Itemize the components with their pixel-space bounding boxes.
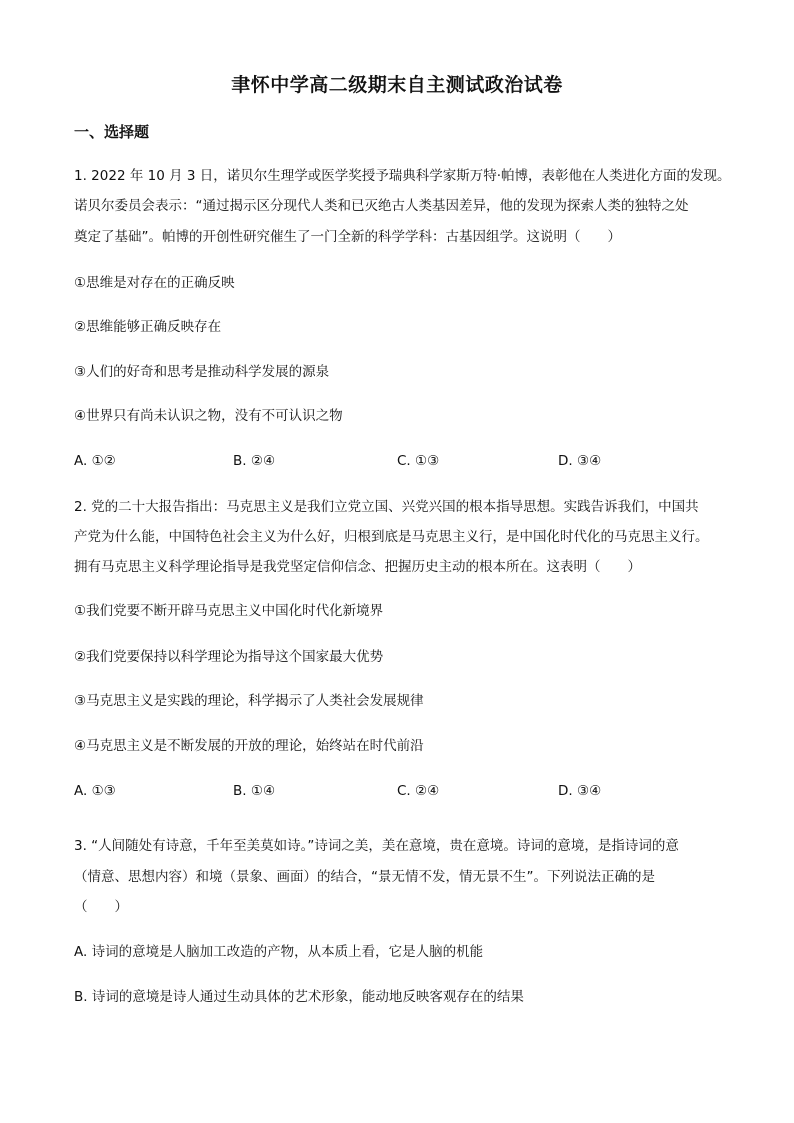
q1-option-d: D. ③④ [558,453,602,469]
q3-stem-line: 3. “人间随处有诗意，千年至美莫如诗。”诗词之美，美在意境，贵在意境。诗词的意境，是指诗词的意 [74,838,679,854]
q1-stem-line: 1. 2022 年 10 月 3 日，诺贝尔生理学或医学奖授予瑞典科学家斯万特·帕博，表彰他在人类进化方面的发现。 [74,168,731,184]
q1-stem-line: 奠定了基础”。帕博的开创性研究催生了一门全新的科学学科：古基因组学。这说明（ ） [74,229,621,245]
q1-statement-4: ④世界只有尚未认识之物，没有不可认识之物 [74,408,343,424]
q2-option-b: B. ①④ [233,783,276,799]
q2-statement-4: ④马克思主义是不断发展的开放的理论，始终站在时代前沿 [74,738,424,754]
q2-option-a: A. ①③ [74,783,116,799]
q3-option-b: B. 诗词的意境是诗人通过生动具体的艺术形象，能动地反映客观存在的结果 [74,989,524,1005]
q2-option-c: C. ②④ [397,783,440,799]
q2-stem-line: 拥有马克思主义科学理论指导是我党坚定信仰信念、把握历史主动的根本所在。这表明（ ） [74,559,641,575]
q1-option-c: C. ①③ [397,453,440,469]
q1-statement-1: ①思维是对存在的正确反映 [74,275,235,291]
exam-title: 聿怀中学高二级期末自主测试政治试卷 [231,74,563,96]
q2-stem-line: 产党为什么能，中国特色社会主义为什么好，归根到底是马克思主义行，是中国化时代化的马克思主义行。 [74,529,709,545]
q2-statement-3: ③马克思主义是实践的理论，科学揭示了人类社会发展规律 [74,693,424,709]
q1-option-b: B. ②④ [233,453,276,469]
q2-stem-line: 2. 党的二十大报告指出：马克思主义是我们立党立国、兴党兴国的根本指导思想。实践告诉我们，中国共 [74,499,699,515]
q1-option-a: A. ①② [74,453,116,469]
q3-option-a: A. 诗词的意境是人脑加工改造的产物，从本质上看，它是人脑的机能 [74,944,484,960]
q1-statement-2: ②思维能够正确反映存在 [74,319,222,335]
q1-stem-line: 诺贝尔委员会表示：“通过揭示区分现代人类和已灭绝古人类基因差异，他的发现为探索人类的独特之处 [74,198,689,214]
q2-statement-2: ②我们党要保持以科学理论为指导这个国家最大优势 [74,649,384,665]
q2-statement-1: ①我们党要不断开辟马克思主义中国化时代化新境界 [74,603,384,619]
q2-option-d: D. ③④ [558,783,602,799]
q1-statement-3: ③人们的好奇和思考是推动科学发展的源泉 [74,364,330,380]
q3-stem-line: （情意、思想内容）和境（景象、画面）的结合，“景无情不发，情无景不生”。下列说法正确的是 [74,869,655,885]
section-heading-choice: 一、选择题 [74,123,150,141]
q3-stem-line: （ ） [74,899,128,915]
